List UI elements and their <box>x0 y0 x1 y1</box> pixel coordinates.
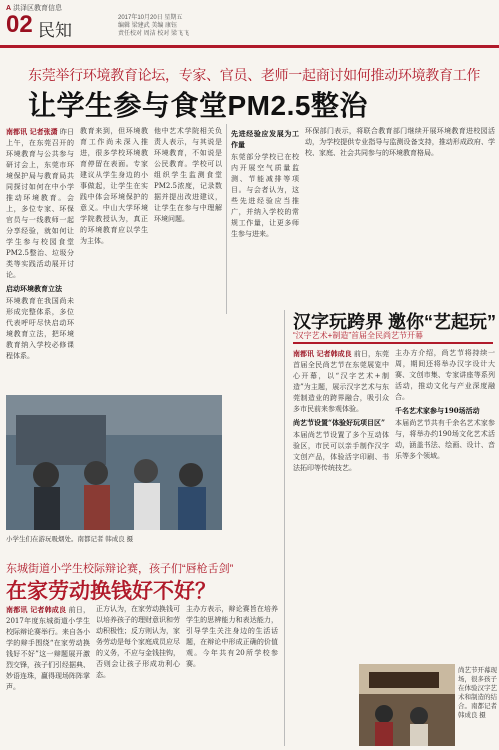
photo2-graphic <box>359 664 455 746</box>
story1-col3 <box>154 126 222 391</box>
story3-col1b-text: 本届尚艺节设置了多个互动体验区，市民可以亲手制作汉字文创产品，体验活字印刷、书法拓印等传统技艺。 <box>293 431 389 472</box>
story1-col4 <box>231 126 299 311</box>
story3-subhead2: 千名艺术家参与190场活动 <box>395 406 480 415</box>
edition-letter: A <box>6 5 12 12</box>
proof-line: 责任校对 周洁 校对 梁飞飞 <box>118 31 190 37</box>
column-divider <box>226 124 227 314</box>
story1-subhead1: 启动环境教育立法 <box>6 284 62 293</box>
story2-subtitle: 东城街道小学生校际辩论赛，孩子们“唇枪舌剑” <box>6 563 234 575</box>
story2-col3-text: 主办方表示，辩论赛旨在培养学生的思辨能力和表达能力，引导学生关注身边的生活话题，在辩论中形成正确的价值观。今年共有20所学校参赛。 <box>186 605 278 668</box>
story2-title: 在家劳动换钱好不好？ <box>6 580 216 603</box>
story2-col1 <box>6 604 90 746</box>
header-rule <box>0 45 499 48</box>
story3-col1-text: 前日，东莞首届全民尚艺节在东莞展览中心开幕，以“汉字艺术+制造”为主题，展示汉字艺术与东莞制造业的跨界融合，吸引众多市民前来参观体验。 <box>293 350 389 413</box>
protest-photo <box>6 395 222 530</box>
story1-col2-text: 教育来到，但环境教育工作尚未深入推进，很多学校环境教育停留在表面。专家建议从学生身边的小事做起，让学生在实践中体会环境保护的意义。中山大学环境学院教授认为，真正的环境教育应以学生为主体。 <box>80 127 148 245</box>
story1-col2 <box>80 126 148 391</box>
story1-col1b-text: 环境教育在我国尚未形成完整体系，多位代表呼吁尽快启动环境教育立法，把环境教育纳入学校必修课程体系。 <box>6 297 74 360</box>
story3-col2b-text: 本届尚艺节共有千余名艺术家参与，将举办约190场文化艺术活动，涵盖书法、绘画、设计、音乐等多个领域。 <box>395 419 495 460</box>
section-number: 02 <box>6 11 33 38</box>
story1-title: 让学生参与食堂PM2.5整治 <box>28 90 368 121</box>
story1-subhead2: 先进经验应发展为工作量 <box>231 129 299 149</box>
edition-meta <box>118 14 189 38</box>
story1-subtitle: 东莞举行环境教育论坛，专家、官员、老师一起商讨如何推动环境教育工作 <box>28 67 481 83</box>
story2-col1-text: 前日，2017年度东城街道小学生校际辩论赛举行。来自各小学的辩手围绕“在家劳动换钱好不好”这一辩题展开激烈交锋，孩子们引经据典、妙语连珠，赢得现场阵阵掌声。 <box>6 606 90 691</box>
story1-col1-text: 昨日上午，在东莞召开的环境教育与公共参与研讨会上，东莞市环境保护局与教育局共同探讨如何在中小学推动环境教育。会上，多位专家、环保官员与一线教师一起分享经验，就如何让学生参与校园食堂PM2.5整治、垃圾分类等实践活动展开讨论。 <box>6 128 74 279</box>
photo-graphic <box>6 395 222 530</box>
story1-col4-text: 东莞部分学校已在校内开展空气质量监测、节能减排等项目。与会者认为，这些先进经验应当推广，并纳入学校的常规工作量，让更多师生参与进来。 <box>231 153 299 238</box>
paper-name: 洪泽区教育信息 <box>13 5 63 12</box>
story3-rule <box>293 342 493 344</box>
story2-byline: 南都讯 记者韩成良 <box>6 605 67 614</box>
story1-col5-text: 环保部门表示，将联合教育部门继续开展环境教育进校园活动，为学校提供专业指导与监测设备支持，推动形成政府、学校、家庭、社会共同参与的环境教育格局。 <box>305 127 495 157</box>
photo1-caption: 小学生们在游玩吸烟处。南都记者 韩成良 摄 <box>6 536 134 543</box>
story1-byline: 南都讯 记者张潇 <box>6 127 58 136</box>
story3-title: 汉字玩跨界 邀你“艺起玩” <box>293 312 496 332</box>
story2-col2-text: 正方认为，在家劳动换钱可以培养孩子的理财意识和劳动积极性；反方则认为，家务劳动是每个家庭成员应尽的义务，不应与金钱挂钩，否则会让孩子形成功利心态。 <box>96 605 180 679</box>
story2-col2 <box>96 604 180 746</box>
column-divider-right <box>284 310 285 746</box>
section-name: 民知 <box>38 21 72 40</box>
editor-line: 编辑 梁建武 美编 康钰 <box>118 23 178 29</box>
story3-byline: 南都讯 记者韩成良 <box>293 349 352 358</box>
story3-col2-text: 主办方介绍，尚艺节将持续一周，期间还将举办汉字设计大赛、文创市集、专家讲座等系列活动，推动文化与产业深度融合。 <box>395 349 495 401</box>
story3-col2 <box>395 348 495 658</box>
story1-col3-text: 他中艺术学院相关负责人表示，与其说是环境教育，不如说是公民教育。学校可以组织学生监测食堂PM2.5浓度，记录数据并提出改进建议，让学生在参与中理解环境问题。 <box>154 127 222 223</box>
story3-subtitle: “汉字艺术+制造”首届全民尚艺节开幕 <box>293 331 423 340</box>
story3-subhead1: 尚艺节设置“体验好玩项目区” <box>293 418 386 427</box>
story1-col1 <box>6 126 74 391</box>
page-header <box>0 0 499 46</box>
photo2-caption: 尚艺节开幕现场，很多孩子在体验汉字艺术和制造的结合。南都记者 韩成良 摄 <box>458 667 497 719</box>
story2-col3 <box>186 604 278 746</box>
exhibition-photo <box>359 664 455 746</box>
story3-col1 <box>293 348 389 658</box>
story1-col5 <box>305 126 495 306</box>
issue-date: 2017年10月20日 星期五 <box>118 15 183 21</box>
